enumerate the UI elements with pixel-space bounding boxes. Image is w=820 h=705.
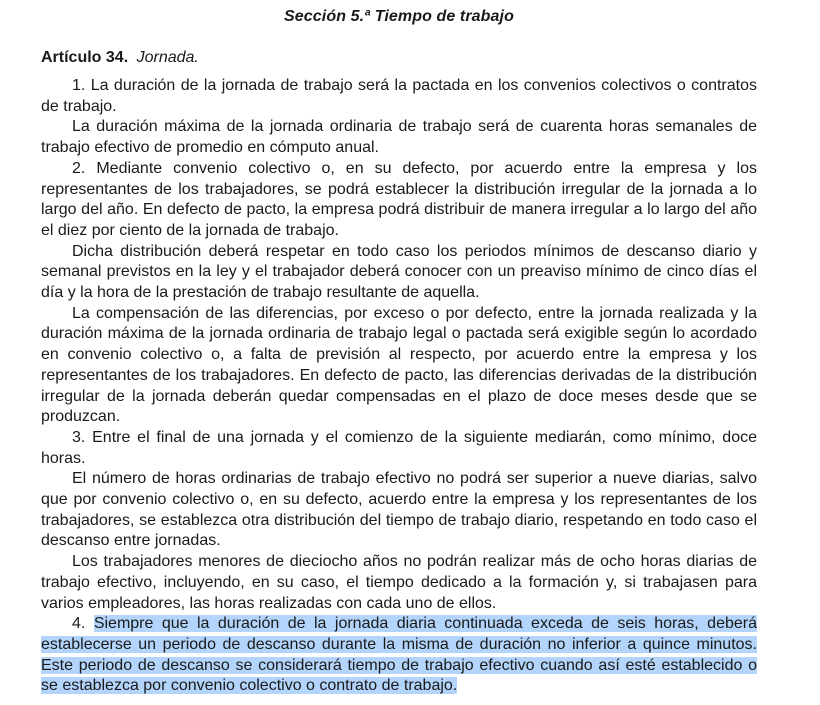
document-page bbox=[41, 0, 757, 697]
text-selection[interactable]: Siempre que la duración de la jornada diaria continuada exceda de seis horas, deberá establecerse un periodo de descanso durante la misma de duración no inferior a quince minutos. Este periodo de descanso se considerará tiempo de trabajo efectivo cuando así esté establecido o se establezca por convenio colectivo o contrato de trabajo. bbox=[41, 615, 757, 695]
article-heading bbox=[41, 48, 757, 68]
paragraph: El número de horas ordinarias de trabajo efectivo no podrá ser superior a nueve diarias, salvo que por convenio colectivo o, en su defecto, acuerdo entre la empresa y los representantes de los trabajadores, se establezca otra distribución del tiempo de trabajo diario, respetando en todo caso el descanso entre jornadas. bbox=[41, 470, 757, 550]
clipped-next-line bbox=[41, 698, 757, 705]
article-number: Artículo 34. bbox=[41, 49, 129, 66]
paragraph: Los trabajadores menores de dieciocho años no podrán realizar más de ocho horas diarias de trabajo efectivo, incluyendo, en su caso, el tiempo dedicado a la formación y, si trabajasen para varios empleadores, las horas realizadas con cada uno de ellos. bbox=[41, 553, 757, 612]
article-name: Jornada. bbox=[136, 49, 199, 66]
paragraph: 2. Mediante convenio colectivo o, en su defecto, por acuerdo entre la empresa y los representantes de los trabajadores, se podrá establecer la distribución irregular de la jornada a lo largo del año. En defecto de pacto, la empresa podrá distribuir de manera irregular a lo largo del año el diez por ciento de la jornada de trabajo. bbox=[41, 159, 757, 239]
paragraph: La compensación de las diferencias, por exceso o por defecto, entre la jornada realizada y la duración máxima de la jornada ordinaria de trabajo legal o pactada será exigible según lo acordado en convenio colectivo o, a falta de previsión al respecto, por acuerdo entre la empresa y los representantes de los trabajadores. En defecto de pacto, las diferencias derivadas de la distribución irregular de la jornada deberán quedar compensadas en el plazo de doce meses desde que se produzcan. bbox=[41, 304, 757, 426]
paragraph: Dicha distribución deberá respetar en todo caso los periodos mínimos de descanso diario y semanal previstos en la ley y el trabajador deberá conocer con un preaviso mínimo de cinco días el día y la hora de la prestación de trabajo resultante de aquella. bbox=[41, 242, 757, 302]
paragraph: La duración máxima de la jornada ordinaria de trabajo será de cuarenta horas semanales de trabajo efectivo de promedio en cómputo anual. bbox=[41, 118, 757, 157]
highlighted-paragraph[interactable] bbox=[41, 614, 757, 697]
paragraph: 1. La duración de la jornada de trabajo será la pactada en los convenios colectivos o contratos de trabajo. bbox=[41, 77, 757, 115]
paragraph: 3. Entre el final de una jornada y el comienzo de la siguiente mediarán, como mínimo, doce horas. bbox=[41, 428, 757, 467]
section-title: Sección 5.ª Tiempo de trabajo bbox=[284, 8, 514, 25]
clipped-text-fragment bbox=[41, 698, 757, 705]
paragraph-prefix: 4. bbox=[72, 615, 94, 633]
